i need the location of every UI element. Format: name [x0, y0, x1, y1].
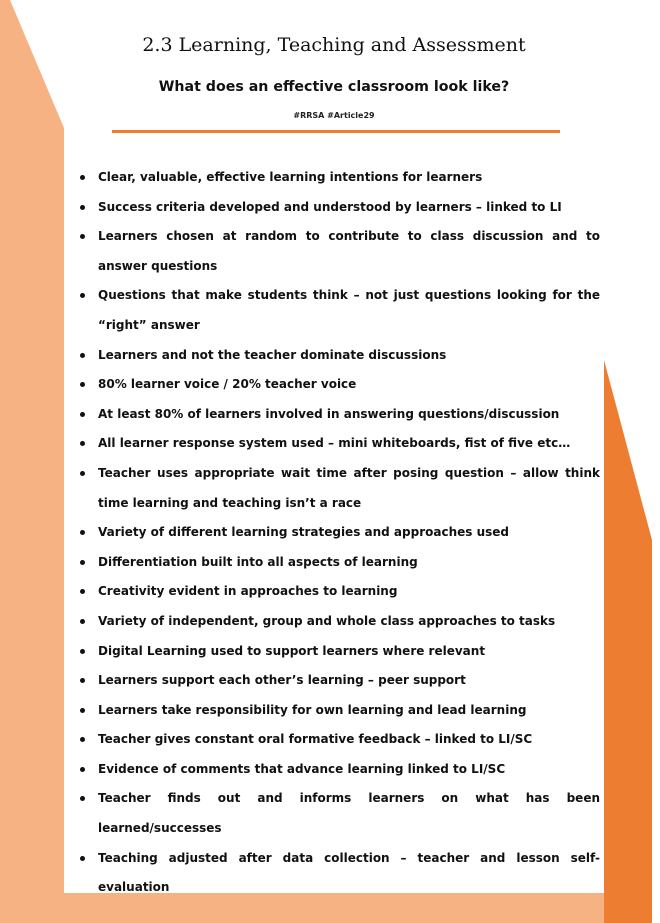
- bullet-icon: [80, 560, 85, 565]
- list-item: [80, 548, 600, 578]
- bullet-icon: [80, 353, 85, 358]
- bullet-icon: [80, 175, 85, 180]
- list-item-text: Differentiation built into all aspects of learning: [98, 554, 418, 569]
- list-item: [80, 459, 600, 518]
- list-item: [80, 725, 600, 755]
- list-item-text: At least 80% of learners involved in answering questions/discussion: [98, 406, 560, 421]
- list-item-text: Learners take responsibility for own learning and lead learning: [98, 702, 527, 717]
- list-item-text: 80% learner voice / 20% teacher voice: [98, 377, 357, 392]
- bullet-icon: [80, 649, 85, 654]
- list-item-text: Success criteria developed and understood by learners – linked to LI: [98, 199, 562, 214]
- list-item-text: Clear, valuable, effective learning intentions for learners: [98, 170, 483, 184]
- checklist: [80, 163, 600, 903]
- hashtags: #RRSA #Article29: [293, 111, 375, 120]
- list-item: [80, 844, 600, 903]
- list-item: [80, 666, 600, 696]
- bullet-icon: [80, 708, 85, 713]
- bullet-icon: [80, 678, 85, 683]
- bullet-icon: [80, 382, 85, 387]
- bullet-icon: [80, 441, 85, 446]
- list-item: [80, 696, 600, 726]
- list-item: [80, 163, 600, 193]
- list-item-text: Creativity evident in approaches to learning: [98, 584, 398, 599]
- list-item: [80, 518, 600, 548]
- list-item-text: Variety of independent, group and whole class approaches to tasks: [98, 613, 556, 628]
- list-item: [80, 607, 600, 637]
- list-item: [80, 577, 600, 607]
- bullet-icon: [80, 796, 85, 801]
- list-item: [80, 755, 600, 785]
- bullet-icon: [80, 856, 85, 861]
- list-item-text: Teaching adjusted after data collection – teacher and lesson self-evaluation: [98, 850, 600, 895]
- list-item: [80, 370, 600, 400]
- list-item: [80, 193, 600, 223]
- list-item: [80, 784, 600, 843]
- bullet-icon: [80, 471, 85, 476]
- title-underline: [112, 130, 560, 133]
- bullet-icon: [80, 767, 85, 772]
- bullet-icon: [80, 589, 85, 594]
- list-item: [80, 637, 600, 667]
- list-item-text: Learners support each other’s learning – peer support: [98, 673, 466, 688]
- list-item-text: Teacher finds out and informs learners on what has been learned/successes: [98, 791, 600, 836]
- list-item: [80, 281, 600, 340]
- bullet-icon: [80, 412, 85, 417]
- list-item: [80, 429, 600, 459]
- list-item: [80, 400, 600, 430]
- bullet-icon: [80, 205, 85, 210]
- page-title: 2.3 Learning, Teaching and Assessment: [142, 34, 526, 56]
- right-orange-panel: [604, 360, 652, 923]
- bullet-icon: [80, 619, 85, 624]
- list-item-text: Learners and not the teacher dominate discussions: [98, 347, 447, 362]
- document-page: [64, 0, 604, 893]
- list-item-text: Evidence of comments that advance learning linked to LI/SC: [98, 761, 506, 776]
- bullet-icon: [80, 530, 85, 535]
- list-item-text: Teacher gives constant oral formative feedback – linked to LI/SC: [98, 732, 533, 747]
- list-item: [80, 341, 600, 371]
- bullet-icon: [80, 234, 85, 239]
- bullet-icon: [80, 293, 85, 298]
- list-item-text: Digital Learning used to support learners where relevant: [98, 643, 486, 658]
- list-item-text: Variety of different learning strategies and approaches used: [98, 525, 509, 540]
- list-item: [80, 222, 600, 281]
- list-item-text: All learner response system used – mini whiteboards, fist of five etc…: [98, 436, 571, 451]
- list-item-text: Learners chosen at random to contribute to class discussion and to answer questions: [98, 229, 600, 273]
- page-subtitle: What does an effective classroom look like?: [158, 79, 510, 95]
- list-item-text: Teacher uses appropriate wait time after posing question – allow think time learning and teaching isn’t a race: [98, 465, 600, 510]
- left-orange-panel: [0, 0, 64, 923]
- bullet-icon: [80, 737, 85, 742]
- list-item-text: Questions that make students think – not just questions looking for the “right” answer: [98, 288, 600, 332]
